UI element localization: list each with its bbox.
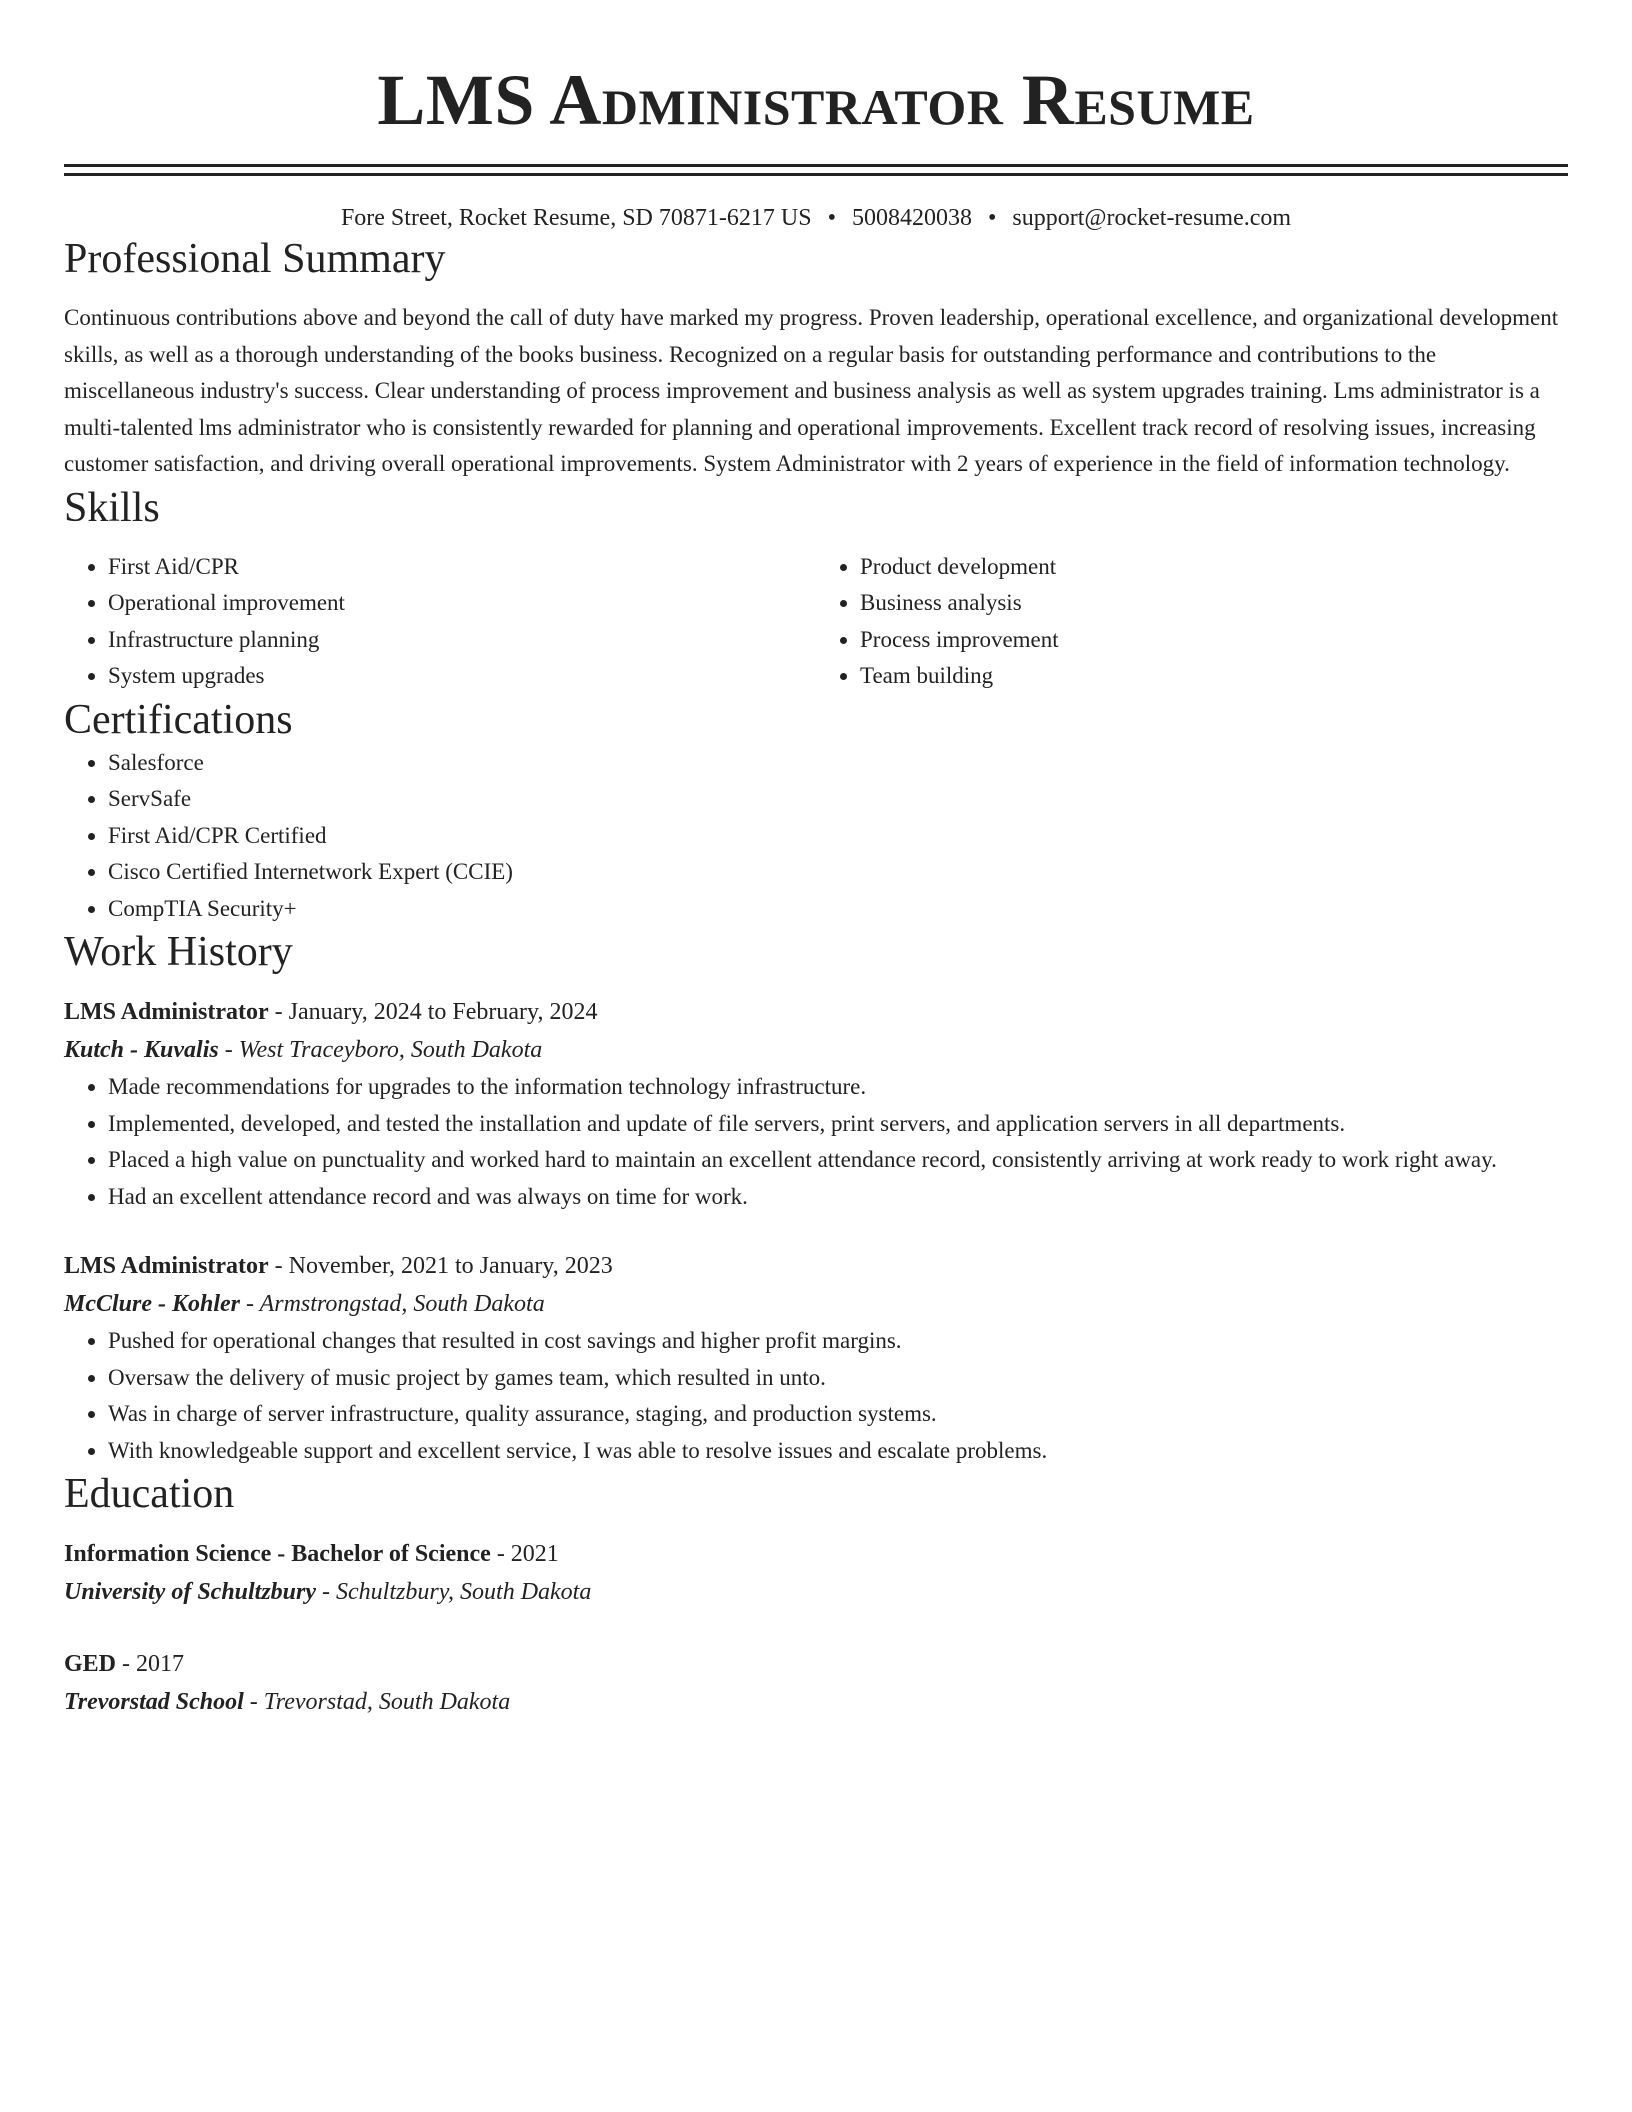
certifications-heading: Certifications [64, 696, 293, 743]
job-duty: • Made recommendations for upgrades to the information technology infrastructure. [108, 1069, 1568, 1106]
education-school: University of Schultzbury [64, 1579, 317, 1605]
job-location: - West Traceyboro, South Dakota [218, 1037, 543, 1063]
education-degree: GED [64, 1651, 117, 1677]
certifications-list [64, 745, 1568, 928]
contact-address: Fore Street, Rocket Resume, SD 70871-6217 US [340, 205, 812, 231]
skill-item: • First Aid/CPR [108, 549, 816, 586]
certification-item: • First Aid/CPR Certified [108, 818, 1568, 855]
certification-item: • ServSafe [108, 781, 1568, 818]
job-header [64, 1247, 1568, 1285]
skill-item: • Product development [860, 549, 1568, 586]
job-dates: - November, 2021 to January, 2023 [268, 1253, 613, 1279]
job-duties-list [64, 1323, 1568, 1469]
job-role: LMS Administrator [64, 1253, 269, 1279]
summary-heading: Professional Summary [64, 236, 446, 282]
education-degree-line [64, 1645, 1568, 1683]
contact-email: support@rocket-resume.com [1012, 205, 1292, 231]
education-location: - Trevorstad, South Dakota [243, 1689, 511, 1715]
education-location: - Schultzbury, South Dakota [316, 1579, 592, 1605]
job-duty: • With knowledgeable support and excellent service, I was able to resolve issues and escalate problems. [108, 1433, 1568, 1470]
contact-line [64, 202, 1568, 234]
job-header [64, 993, 1568, 1031]
education-entry [64, 1535, 1568, 1611]
job-duty: • Had an excellent attendance record and was always on time for work. [108, 1179, 1568, 1216]
job-company-line [64, 1031, 1568, 1069]
skill-item: • Business analysis [860, 585, 1568, 622]
education-school-line [64, 1683, 1568, 1721]
certification-item: • CompTIA Security+ [108, 891, 1568, 928]
education-year: - 2017 [116, 1651, 185, 1677]
job-role: LMS Administrator [64, 999, 269, 1025]
skill-item: • System upgrades [108, 658, 816, 695]
summary-text: Continuous contributions above and beyond the call of duty have marked my progress. Proven leadership, operational excellence, and organizational development skills, as well as a thorough understanding of the books business. Recognized on a regular basis for outstanding performance and contributions to the miscellaneous industry's success. Clear understanding of process improvement and business analysis as well as system upgrades training. Lms administrator is a multi-talented lms administrator who is consistently rewarded for planning and operational improvements. Excellent track record of resolving issues, increasing customer satisfaction, and driving overall operational improvements. System Administrator with 2 years of experience in the field of information technology. [64, 305, 1559, 476]
job-dates: - January, 2024 to February, 2024 [268, 999, 598, 1025]
contact-separator: • [987, 205, 997, 231]
education-entry [64, 1645, 1568, 1721]
job-entry [64, 993, 1568, 1215]
contact-separator: • [827, 205, 836, 231]
skills-heading: Skills [64, 484, 160, 531]
job-duty: • Placed a high value on punctuality and worked hard to maintain an excellent attendance record, consistently arriving at work ready to work right away. [108, 1142, 1568, 1179]
job-duty: • Pushed for operational changes that resulted in cost savings and higher profit margins. [108, 1323, 1568, 1360]
job-company: McClure - Kohler [64, 1291, 241, 1317]
title-divider-bottom [64, 173, 1568, 176]
title-divider-top [64, 164, 1568, 167]
resume-title: LMS Administrator Resume [377, 60, 1255, 140]
skill-item: • Team building [860, 658, 1568, 695]
skill-item: • Operational improvement [108, 585, 816, 622]
skill-item: • Infrastructure planning [108, 622, 816, 659]
skills-list-left [64, 549, 816, 695]
job-location: - Armstrongstad, South Dakota [240, 1291, 545, 1317]
contact-phone: 5008420038 [851, 205, 972, 231]
job-duty: • Implemented, developed, and tested the installation and update of file servers, print servers, and application servers in all departments. [108, 1106, 1568, 1143]
education-year: - 2021 [490, 1541, 559, 1567]
certification-item: • Salesforce [108, 745, 1568, 782]
job-company: Kutch - Kuvalis [64, 1037, 219, 1063]
education-school: Trevorstad School [64, 1689, 244, 1715]
job-entry [64, 1247, 1568, 1469]
work-history-heading: Work History [64, 929, 293, 975]
job-duty: • Oversaw the delivery of music project by games team, which resulted in unto. [108, 1360, 1568, 1397]
education-degree: Information Science - Bachelor of Science [64, 1541, 491, 1567]
skill-item: • Process improvement [860, 622, 1568, 659]
education-school-line [64, 1573, 1568, 1611]
education-heading: Education [64, 1471, 235, 1517]
skills-list-right [816, 549, 1568, 695]
education-degree-line [64, 1535, 1568, 1573]
certification-item: • Cisco Certified Internetwork Expert (CCIE) [108, 854, 1568, 891]
job-company-line [64, 1285, 1568, 1323]
job-duty: • Was in charge of server infrastructure, quality assurance, staging, and production systems. [108, 1396, 1568, 1433]
job-duties-list [64, 1069, 1568, 1215]
skills-grid [64, 549, 1568, 695]
